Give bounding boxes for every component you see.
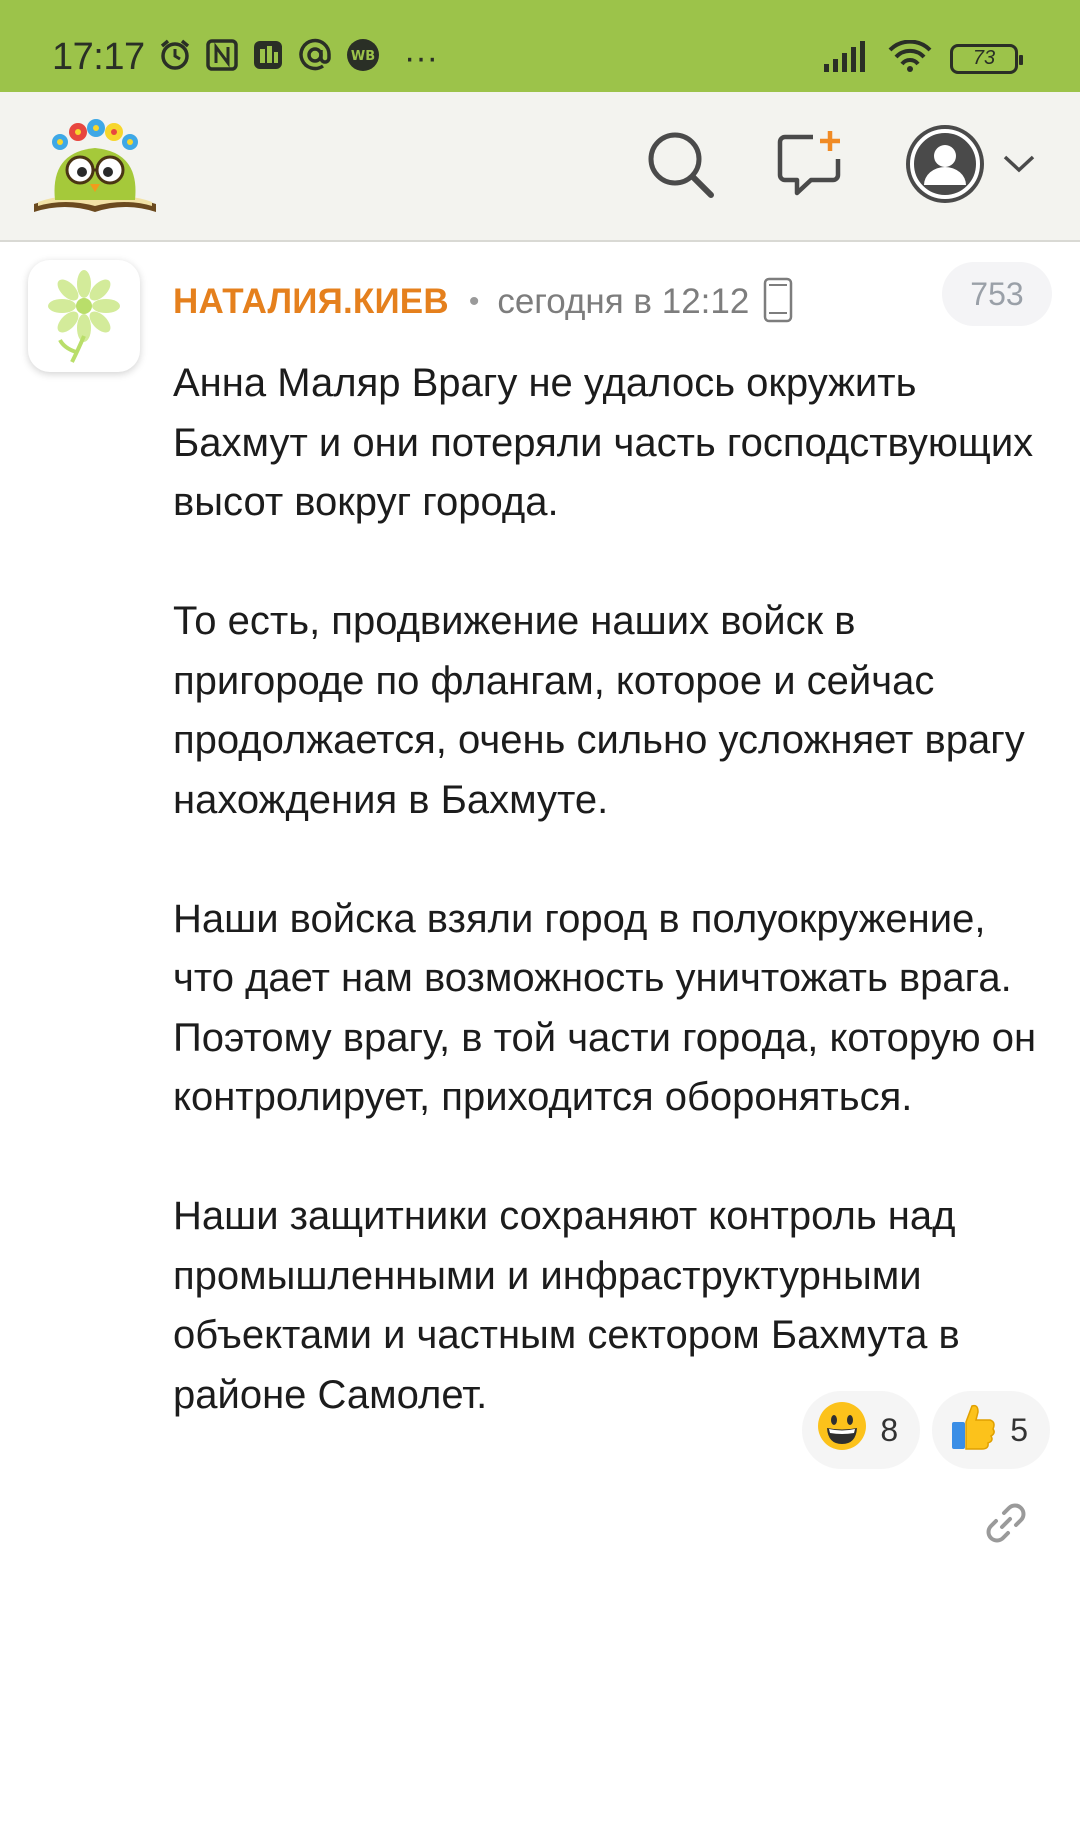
comment-author[interactable]: НАТАЛИЯ.КИЕВ: [173, 282, 449, 321]
alarm-icon: [158, 38, 192, 77]
comment-number-badge[interactable]: 753: [942, 262, 1052, 326]
reaction-count: 8: [880, 1411, 899, 1448]
signal-icon: [824, 40, 870, 77]
grinning-face-icon: [816, 1400, 868, 1460]
more-dots-icon: ···: [404, 38, 438, 77]
search-button[interactable]: [640, 126, 720, 206]
new-post-button[interactable]: [770, 126, 850, 206]
link-icon: [982, 1499, 1030, 1552]
comment-meta: [173, 272, 793, 332]
avatar[interactable]: [28, 260, 140, 372]
status-time: 17:17: [52, 36, 145, 78]
comment-paragraph: Наши войска взяли город в полуокружение, что дает нам возможность уничтожать врага. Поэтому врагу, в той части города, которую он контролирует, приходится обороняться.: [173, 896, 1037, 1119]
comment-body: [173, 354, 1053, 1425]
app-header: [0, 92, 1080, 242]
battery-icon: 73: [950, 44, 1018, 74]
profile-icon: [904, 123, 986, 210]
copy-link-button[interactable]: [976, 1495, 1036, 1555]
notification-icons: [158, 38, 438, 77]
owl-book-logo[interactable]: [30, 112, 160, 222]
reactions: [802, 1391, 1050, 1469]
comment-paragraph: То есть, продвижение наших войск в пригороде по флангам, которое и сейчас продолжается, очень сильно усложняет врагу нахождения в Бахмуте.: [173, 599, 1025, 822]
meta-separator: •: [468, 285, 480, 318]
system-icons: [824, 40, 1018, 77]
office-icon: [252, 39, 284, 76]
wb-label: WB: [350, 49, 376, 64]
profile-menu-button[interactable]: [895, 116, 1045, 216]
comment-paragraph: Анна Маляр Врагу не удалось окружить Бахмут и они потеряли часть господствующих высот вокруг города.: [173, 361, 1034, 524]
nfc-icon: [206, 39, 238, 76]
comment-paragraph: Наши защитники сохраняют контроль над промышленными и инфраструктурными объектами и частным сектором Бахмута в районе Самолет.: [173, 1194, 960, 1417]
comment-time: сегодня в 12:12: [497, 282, 750, 321]
wb-app-icon: [346, 38, 380, 77]
reaction-count: 5: [1010, 1411, 1028, 1448]
thumbs-up-icon: [946, 1400, 998, 1460]
mail-at-icon: [298, 38, 332, 77]
search-icon: [645, 129, 715, 204]
reaction-grin-button[interactable]: [802, 1391, 920, 1469]
mobile-device-icon: [763, 277, 793, 328]
new-post-icon: [775, 129, 845, 204]
reaction-like-button[interactable]: [932, 1391, 1050, 1469]
wifi-icon: [888, 40, 932, 77]
chevron-down-icon: [1002, 154, 1036, 179]
status-bar: [0, 0, 1080, 92]
